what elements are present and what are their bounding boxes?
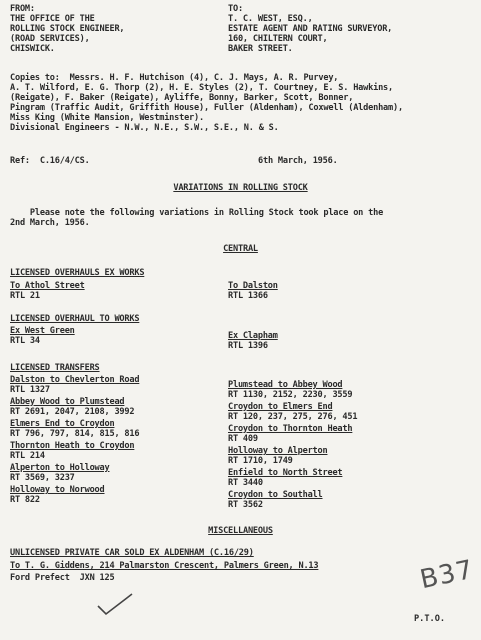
overhauls-right-stock: RTL 1366 — [228, 291, 268, 301]
overhauls-left-route: To Athol Street — [10, 281, 85, 291]
transfer-left-stock: RTL 1327 — [10, 385, 50, 395]
transfers-heading: LICENSED TRANSFERS — [10, 363, 100, 373]
overhaul-to-works-heading: LICENSED OVERHAUL TO WORKS — [10, 314, 140, 324]
copies-line: Pingram (Traffic Audit, Griffith House), Fuller (Aldenham), Coxwell (Aldenham), — [10, 103, 403, 113]
from-line: ROLLING STOCK ENGINEER, — [10, 24, 125, 34]
transfer-left-route: Holloway to Norwood — [10, 485, 105, 495]
to-line: BAKER STREET. — [228, 44, 293, 54]
misc-line: Ford Prefect JXN 125 — [10, 573, 115, 583]
copies-line: Copies to: Messrs. H. F. Hutchison (4), C. J. Mays, A. R. Purvey, — [10, 73, 339, 83]
transfer-right-stock: RT 1710, 1749 — [228, 456, 293, 466]
transfer-right-route: Plumstead to Abbey Wood — [228, 380, 343, 390]
document-title: VARIATIONS IN ROLLING STOCK — [173, 183, 308, 193]
footer-pto: P.T.O. — [414, 614, 446, 624]
from-label: FROM: — [10, 4, 35, 14]
pencil-tick-icon — [96, 592, 136, 616]
intro-line: Please note the following variations in Rolling Stock took place on the — [10, 208, 384, 218]
transfer-right-route: Croydon to Thornton Heath — [228, 424, 353, 434]
copies-line: (Reigate), F. Baker (Reigate), Ayliffe, Bonny, Barker, Scott, Bonner, — [10, 93, 354, 103]
to-line: T. C. WEST, ESQ., — [228, 14, 313, 24]
overhauls-left-stock: RTL 21 — [10, 291, 40, 301]
date: 6th March, 1956. — [258, 156, 338, 166]
overhaul-to-works-left-stock: RTL 34 — [10, 336, 40, 346]
transfer-right-route: Croydon to Elmers End — [228, 402, 333, 412]
from-line: CHISWICK. — [10, 44, 55, 54]
to-line: 160, CHILTERN COURT, — [228, 34, 328, 44]
section-central-heading: CENTRAL — [223, 244, 258, 254]
from-line: (ROAD SERVICES), — [10, 34, 90, 44]
copies-line: Divisional Engineers - N.W., N.E., S.W., S.E., N. & S. — [10, 123, 279, 133]
to-label: TO: — [228, 4, 243, 14]
transfer-left-stock: RT 3569, 3237 — [10, 473, 75, 483]
reference: Ref: C.16/4/CS. — [10, 156, 90, 166]
transfer-left-stock: RT 822 — [10, 495, 40, 505]
overhauls-right-route: To Dalston — [228, 281, 278, 291]
misc-heading: UNLICENSED PRIVATE CAR SOLD EX ALDENHAM (C.16/29) — [10, 548, 254, 558]
copies-line: Miss King (White Mansion, Westminster). — [10, 113, 204, 123]
pencil-annotation: B37 — [417, 554, 477, 596]
transfer-left-route: Abbey Wood to Plumstead — [10, 397, 125, 407]
transfer-left-route: Alperton to Holloway — [10, 463, 110, 473]
transfer-right-stock: RT 3440 — [228, 478, 263, 488]
transfer-left-route: Elmers End to Croydon — [10, 419, 115, 429]
transfer-left-stock: RT 2691, 2047, 2108, 3992 — [10, 407, 135, 417]
transfer-right-stock: RT 120, 237, 275, 276, 451 — [228, 412, 358, 422]
overhaul-to-works-left-route: Ex West Green — [10, 326, 75, 336]
transfer-right-stock: RT 3562 — [228, 500, 263, 510]
transfer-right-route: Croydon to Southall — [228, 490, 323, 500]
transfer-right-stock: RT 409 — [228, 434, 258, 444]
overhaul-to-works-right-stock: RTL 1396 — [228, 341, 268, 351]
intro-line: 2nd March, 1956. — [10, 218, 90, 228]
from-line: THE OFFICE OF THE — [10, 14, 95, 24]
section-misc-heading: MISCELLANEOUS — [208, 526, 273, 536]
transfer-left-route: Dalston to Chevlerton Road — [10, 375, 140, 385]
transfer-right-route: Holloway to Alperton — [228, 446, 328, 456]
misc-line: To T. G. Giddens, 214 Palmarston Crescent, Palmers Green, N.13 — [10, 561, 319, 571]
to-line: ESTATE AGENT AND RATING SURVEYOR, — [228, 24, 393, 34]
transfer-right-route: Enfield to North Street — [228, 468, 343, 478]
overhauls-heading: LICENSED OVERHAULS EX WORKS — [10, 268, 145, 278]
transfer-right-stock: RT 1130, 2152, 2230, 3559 — [228, 390, 353, 400]
transfer-left-route: Thornton Heath to Croydon — [10, 441, 135, 451]
transfer-left-stock: RT 796, 797, 814, 815, 816 — [10, 429, 140, 439]
transfer-left-stock: RTL 214 — [10, 451, 45, 461]
copies-line: A. T. Wilford, E. G. Thorp (2), H. E. Styles (2), T. Courtney, E. S. Hawkins, — [10, 83, 393, 93]
overhaul-to-works-right-route: Ex Clapham — [228, 331, 278, 341]
